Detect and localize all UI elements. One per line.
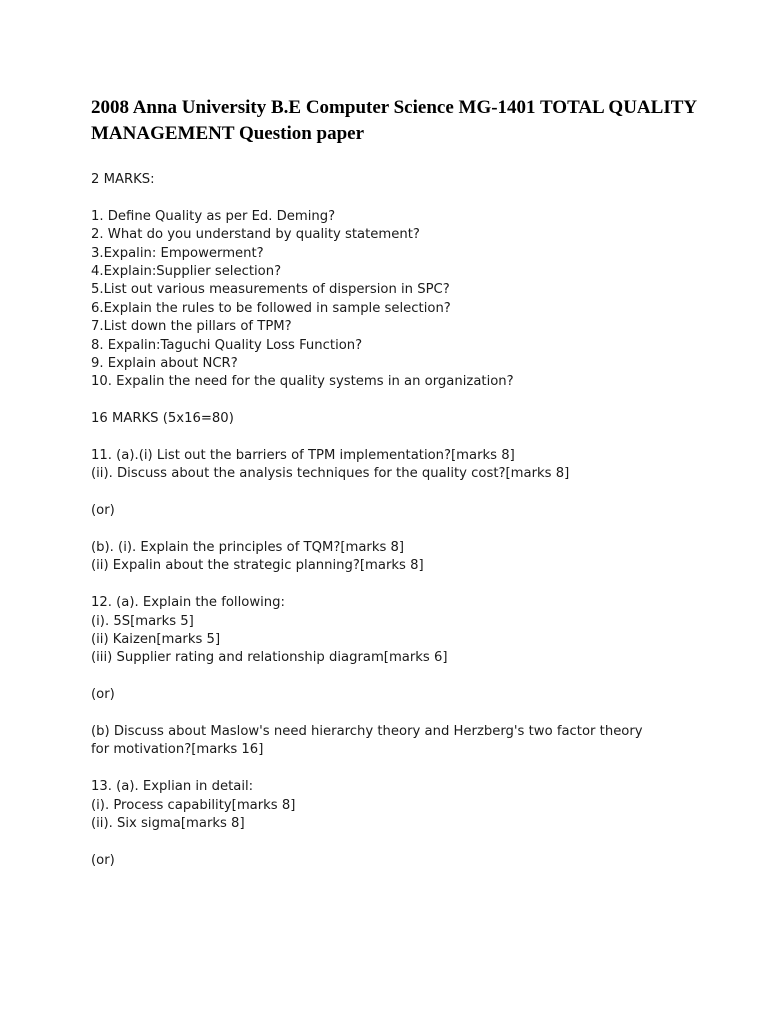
blank-line [91, 429, 731, 447]
question-list [91, 171, 731, 870]
text-line: 7.List down the pillars of TPM? [91, 319, 292, 335]
blank-line [91, 668, 731, 686]
text-line: (ii) Kaizen[marks 5] [91, 632, 221, 648]
text-line: (ii) Expalin about the strategic planning?[marks 8] [91, 558, 424, 574]
text-line: 1. Define Quality as per Ed. Deming? [91, 208, 336, 224]
blank-line [91, 484, 731, 502]
blank-line [91, 705, 731, 723]
blank-line [91, 392, 731, 410]
text-line: (i). Process capability[marks 8] [91, 797, 296, 813]
text-line: (ii). Six sigma[marks 8] [91, 816, 245, 832]
text-line: 5.List out various measurements of dispersion in SPC? [91, 282, 450, 298]
blank-line [91, 833, 731, 851]
text-line: (ii). Discuss about the analysis techniques for the quality cost?[marks 8] [91, 466, 570, 482]
text-line: 2 MARKS: [91, 172, 155, 187]
document-title: 2008 Anna University B.E Computer Science MG-1401 TOTAL QUALITY MANAGEMENT Question paper [91, 97, 697, 144]
text-line: 6.Explain the rules to be followed in sample selection? [91, 300, 451, 316]
text-line: (or) [91, 687, 115, 703]
text-line: (i). 5S[marks 5] [91, 613, 194, 629]
text-line: (or) [91, 852, 115, 868]
text-line: (or) [91, 503, 115, 519]
text-line: (iii) Supplier rating and relationship diagram[marks 6] [91, 650, 448, 666]
text-line: 9. Explain about NCR? [91, 356, 238, 372]
blank-line [91, 189, 731, 207]
text-line: 12. (a). Explain the following: [91, 595, 285, 611]
document-page [91, 95, 731, 870]
blank-line [91, 576, 731, 594]
text-line: 10. Expalin the need for the quality systems in an organization? [91, 374, 514, 390]
text-line: (b). (i). Explain the principles of TQM?[marks 8] [91, 540, 405, 556]
text-line: 8. Expalin:Taguchi Quality Loss Function? [91, 337, 363, 353]
text-line: 2. What do you understand by quality statement? [91, 227, 420, 243]
blank-line [91, 521, 731, 539]
blank-line [91, 760, 731, 778]
text-line: 16 MARKS (5x16=80) [91, 411, 234, 427]
text-line: 3.Expalin: Empowerment? [91, 245, 264, 261]
text-line: 11. (a).(i) List out the barriers of TPM implementation?[marks 8] [91, 448, 515, 464]
text-line: (b) Discuss about Maslow's need hierarchy theory and Herzberg's two factor theory [91, 724, 643, 740]
text-line: 4.Explain:Supplier selection? [91, 264, 282, 280]
text-line: for motivation?[marks 16] [91, 742, 264, 758]
text-line: 13. (a). Explian in detail: [91, 779, 254, 795]
